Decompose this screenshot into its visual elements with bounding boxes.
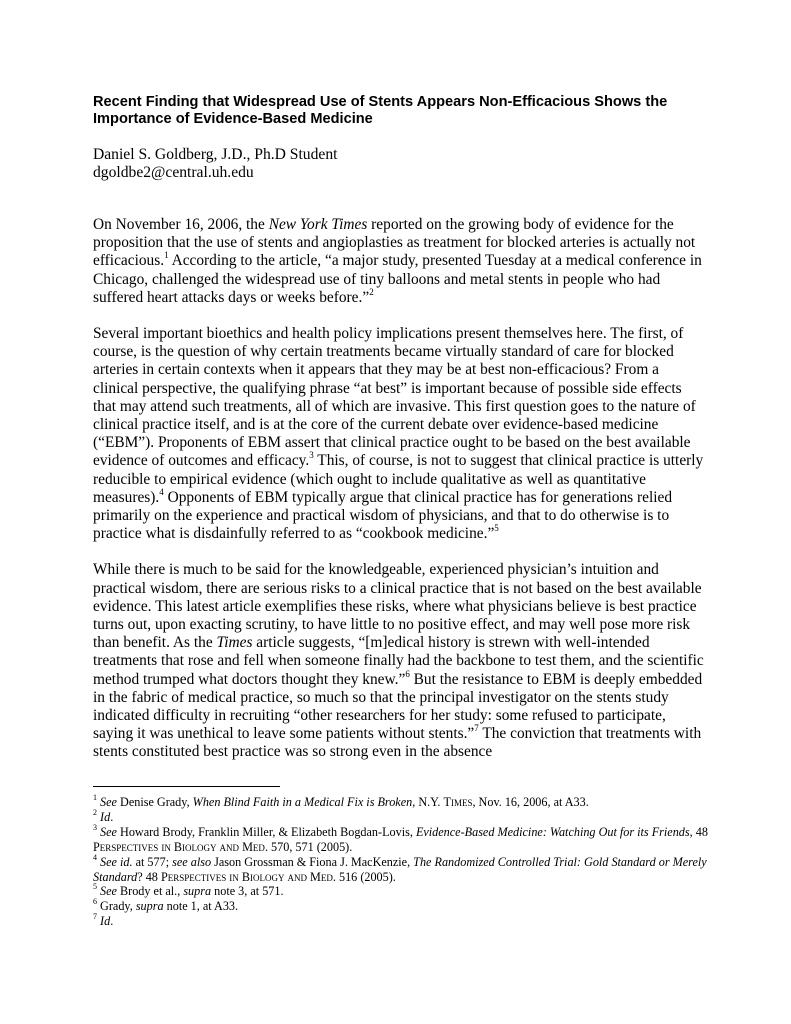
footnote-ref[interactable]: 4	[159, 486, 164, 497]
author-email: dgoldbe2@central.uh.edu	[93, 164, 254, 181]
footnote-ref[interactable]: 3	[309, 450, 314, 461]
author-name: Daniel S. Goldberg, J.D., Ph.D Student	[93, 146, 338, 163]
footnote-5: $^5$ See Brody et al., supra note 3, at 571.	[93, 882, 284, 899]
footnote-7: $^7$ Id.	[93, 912, 114, 929]
footnote-divider	[93, 786, 280, 787]
footnote-6: $^6$ Grady, supra note 1, at A33.	[93, 897, 239, 914]
footnote-ref[interactable]: 6	[405, 668, 410, 679]
footnote-4: $^4$ See id. at 577; see also Jason Grossman & Fiona J. MacKenzie, The Randomized Controlled Trial: Gold Standard or Merely Standard? 48 Perspectives in Biology and Med. 516 (2005).	[93, 852, 707, 884]
footnote-ref[interactable]: 1	[164, 250, 169, 261]
footnote-2: $^2$ Id.	[93, 807, 114, 824]
paragraph-1: On November 16, 2006, the New York Times reported on the growing body of evidence for the proposition that the use of stents and angioplasties as treatment for blocked arteries is actually not efficacious.$^1$ According to the article, “a major study, presented Tuesday at a medical conference in Chicago, challenged the widespread use of tiny balloons and metal stents in people who had suffered heart attacks days or weeks before.”$^2$	[93, 216, 702, 306]
body-text	[93, 216, 705, 780]
footnote-1: $^1$ See Denise Grady, When Blind Faith in a Medical Fix is Broken, N.Y. Times, Nov. 16, 2006, at A33.	[93, 792, 589, 809]
footnote-ref[interactable]: 2	[369, 286, 374, 297]
footnote-3: $^3$ See Howard Brody, Franklin Miller, & Elizabeth Bogdan-Lovis, Evidence-Based Medicine: Watching Out for its Friends, 48 Perspectives in Biology and Med. 570, 571 (2005).	[93, 822, 708, 854]
italic-text: New York Times	[268, 216, 368, 233]
paragraph-2: Several important bioethics and health policy implications present themselves here. The first, of course, is the question of why certain treatments became virtually standard of care for blocked arteries in certain contexts when it appears that they may be at best non-efficacious? From a clinical perspective, the qualifying phrase “at best” is important because of possible side effects that may attend such treatments, all of which are invasive. This first question goes to the nature of clinical practice itself, and is at the core of the current debate over evidence-based medicine (“EBM”). Proponents of EBM assert that clinical practice ought to be based on the best available evidence of outcomes and efficacy.$^3$ This, of course, is not to suggest that clinical practice is utterly reducible to empirical evidence (which ought to include qualitative as well as quantitative measures).$^4$ Opponents of EBM typically argue that clinical practice has for generations relied primarily on the experience and practical wisdom of physicians, and that to do otherwise is to practice what is disdainfully referred to as “cookbook medicine.”$^5$	[93, 325, 704, 543]
author-block	[93, 146, 713, 182]
paragraph-3: While there is much to be said for the knowledgeable, experienced physician’s intuition and practical wisdom, there are serious risks to a clinical practice that is not based on the best available evidence. This latest article exemplifies these risks, where what physicians believe is best practice turns out, upon exacting scrutiny, to have little to no positive effect, and may well pose more risk than benefit. As the Times article suggests, “[m]edical history is strewn with well-intended treatments that rose and fell when someone finally had the backbone to test them, and the scientific method trumped what doctors thought they knew.”$^6$ But the resistance to EBM is deeply embedded in the fabric of medical practice, so much so that the principal investigator on the stents study indicated difficulty in recruiting “other researchers for her study: some refused to participate, saying it was unethical to leave some patients without stents.”$^7$ The conviction that treatments with stents constituted best practice was so strong even in the absence	[93, 561, 704, 761]
footnote-ref[interactable]: 5	[494, 523, 499, 534]
italic-text: Times	[216, 634, 253, 652]
document-title: Recent Finding that Widespread Use of Stents Appears Non-Efficacious Shows the Importance of Evidence-Based Medicine	[93, 94, 668, 127]
footnotes	[93, 792, 708, 929]
footnote-ref[interactable]: 7	[474, 723, 479, 734]
